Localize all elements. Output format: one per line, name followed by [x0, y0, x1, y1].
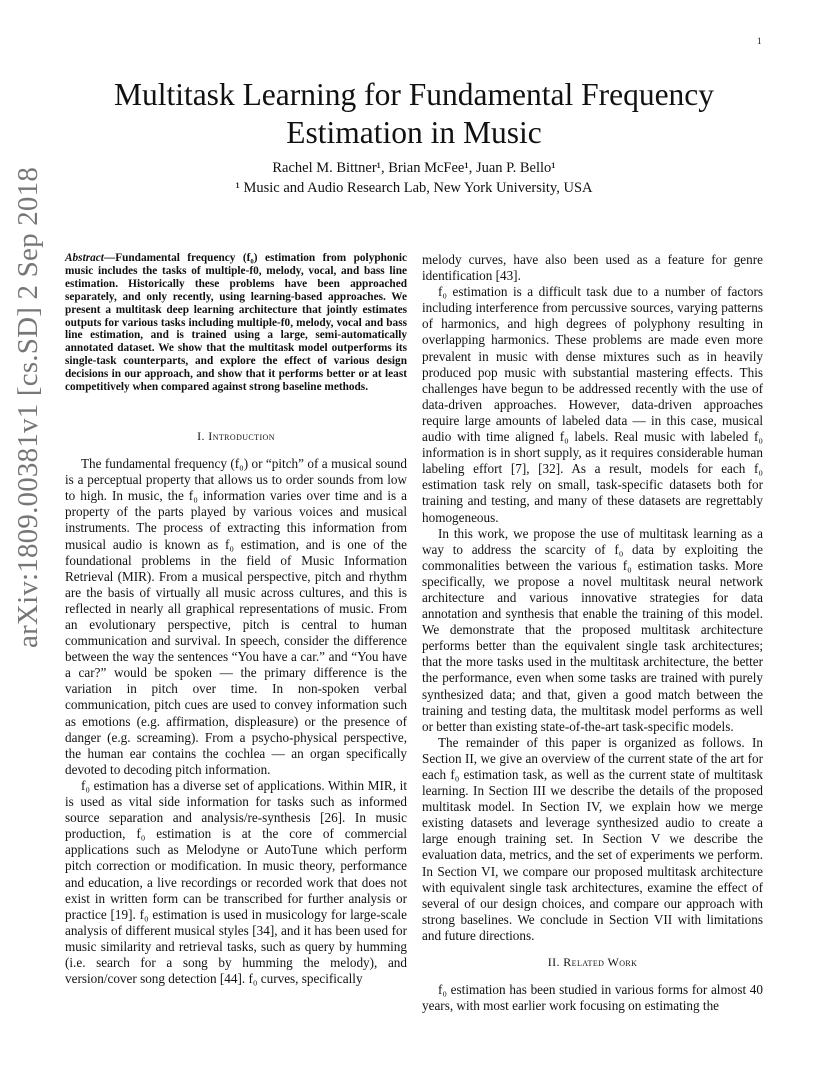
title-line-2: Estimation in Music — [286, 115, 542, 150]
author-block — [60, 158, 768, 198]
section-heading-related-work: II. Related Work — [547, 955, 638, 970]
page-number: 1 — [757, 36, 762, 46]
intro-paragraph-6: The remainder of this paper is organized as follows. In Section II, we give an overview of the current state of the art for each f₀ estimation task, as well as the current state of multitask learning. In Section III we describe the details of the proposed multitask model. In Section IV, we explain how we merge existing datasets and leverage synthesized audio to create a large enough training set. In Section V we describe the evaluation data, metrics, and the set of experiments we perform. In Section VI, we compare our proposed multitask architecture with equivalent single task architectures, examine the effect of several of our design choices, and compare our approach with strong baselines. We conclude in Section VII with limitations and future directions. — [422, 734, 763, 943]
title-line-1: Multitask Learning for Fundamental Frequency — [113, 77, 715, 112]
arxiv-side-label: arXiv:1809.00381v1 [cs.SD] 2 Sep 2018 — [12, 166, 44, 648]
paper-title — [60, 76, 768, 152]
intro-paragraph-5: In this work, we propose the use of multitask learning as a way to address the scarcity of f₀ data by exploiting the commonalities between the various f₀ estimation tasks. More specifically, we propose a novel multitask neural network architecture and various innovative strategies for data annotation and synthesis that enable the training of this model. We demonstrate that the proposed multitask architecture performs better than the equivalent single task architectures; that the more tasks used in the multitask architecture, the better the performance, even when some tasks are trained with purely synthesized data; and that, given a good match between the training and testing data, the multitask model performs as well or better than existing state-of-the-art task-specific models. — [422, 525, 763, 734]
intro-paragraph-2: f₀ estimation has a diverse set of applications. Within MIR, it is used as vital side information for tasks such as informed source separation and analysis/re-synthesis [26]. In music production, f₀ estimation is at the core of commercial applications such as Melodyne or AutoTune which perform pitch correction or modification. In music theory, performance and education, a live recordings or recorded work that does not exist in written form can be transcribed for further analysis or practice [19]. f₀ estimation is used in musicology for large-scale analysis of different musical styles [34], and it has been used for music similarity and retrieval tasks, such as query by humming (i.e. search for a song by humming the melody), and version/cover song detection [44]. f₀ curves, specifically — [65, 777, 407, 987]
intro-paragraph-3: melody curves, have also been used as a feature for genre identification [43]. — [422, 252, 763, 284]
abstract-text: —Fundamental frequency (f₀) estimation from polyphonic music includes the tasks of multiple-f0, melody, vocal, and bass line estimation. Historically these problems have been approached separately, and only recently, using learning-based approaches. We present a multitask deep learning architecture that jointly estimates outputs for various tasks including multiple-f0, melody, vocal and bass line estimation, and is trained using a large, semi-automatically annotated dataset. We show that the multitask model outperforms its single-task counterparts, and explore the effect of various design decisions in our approach, and show that it performs better or at least competitively when compared against strong baseline methods. — [65, 252, 407, 394]
intro-paragraph-4: f₀ estimation is a difficult task due to a number of factors including interference from percussive sources, varying patterns of harmonics, and high degrees of polyphony resulting in overlapping harmonics. These problems are made even more prevalent in music with dense mixtures such as in heavily produced pop music with substantial mastering effects. This challenges have begun to be addressed recently with the use of data-driven approaches. However, data-driven approaches require large amounts of labeled data — in this case, musical audio with time aligned f₀ labels. Real music with labeled f₀ information is in short supply, as it requires considerable human labeling effort [7], [32]. As a result, models for each f₀ estimation task rely on small, task-specific datasets both for training and testing, and many of these datasets are regrettably homogeneous. — [422, 284, 763, 525]
author-names: Rachel M. Bittner¹, Brian McFee¹, Juan P. Bello¹ — [272, 160, 556, 176]
author-affiliation: ¹ Music and Audio Research Lab, New York University, USA — [235, 180, 593, 196]
left-column — [65, 252, 407, 987]
abstract — [65, 252, 407, 394]
intro-paragraph-1: The fundamental frequency (f₀) or “pitch” of a musical sound is a perceptual property that allows us to order sounds from low to high. In music, the f₀ information varies over time and is a property of the parts played by various voices and musical instruments. The process of extracting this information from musical audio is known as f₀ estimation, and is one of the foundational problems in the field of Music Information Retrieval (MIR). From a musical perspective, pitch and rhythm are the basis of virtually all music across cultures, and this is reflected in nearly all graphical representations of music. From an evolutionary perspective, pitch is central to human communication and survival. In speech, consider the difference between the way the sentences “You have a car.” and “You have a car?” would be spoken — the primary difference is the variation in pitch over time. In non-spoken verbal communication, pitch cues are used to convey information such as emotions (e.g. affirmation, displeasure) or the presence of danger (e.g. screaming). From a psycho-physical perspective, the human ear contains the cochlea — an organ specifically devoted to decoding pitch information. — [65, 456, 407, 777]
related-work-paragraph-1: f₀ estimation has been studied in various forms for almost 40 years, with most earlier work focusing on estimating the — [422, 982, 763, 1014]
section-heading-introduction: I. Introduction — [197, 428, 275, 443]
abstract-label: Abstract — [65, 252, 104, 264]
right-column — [422, 252, 763, 1014]
